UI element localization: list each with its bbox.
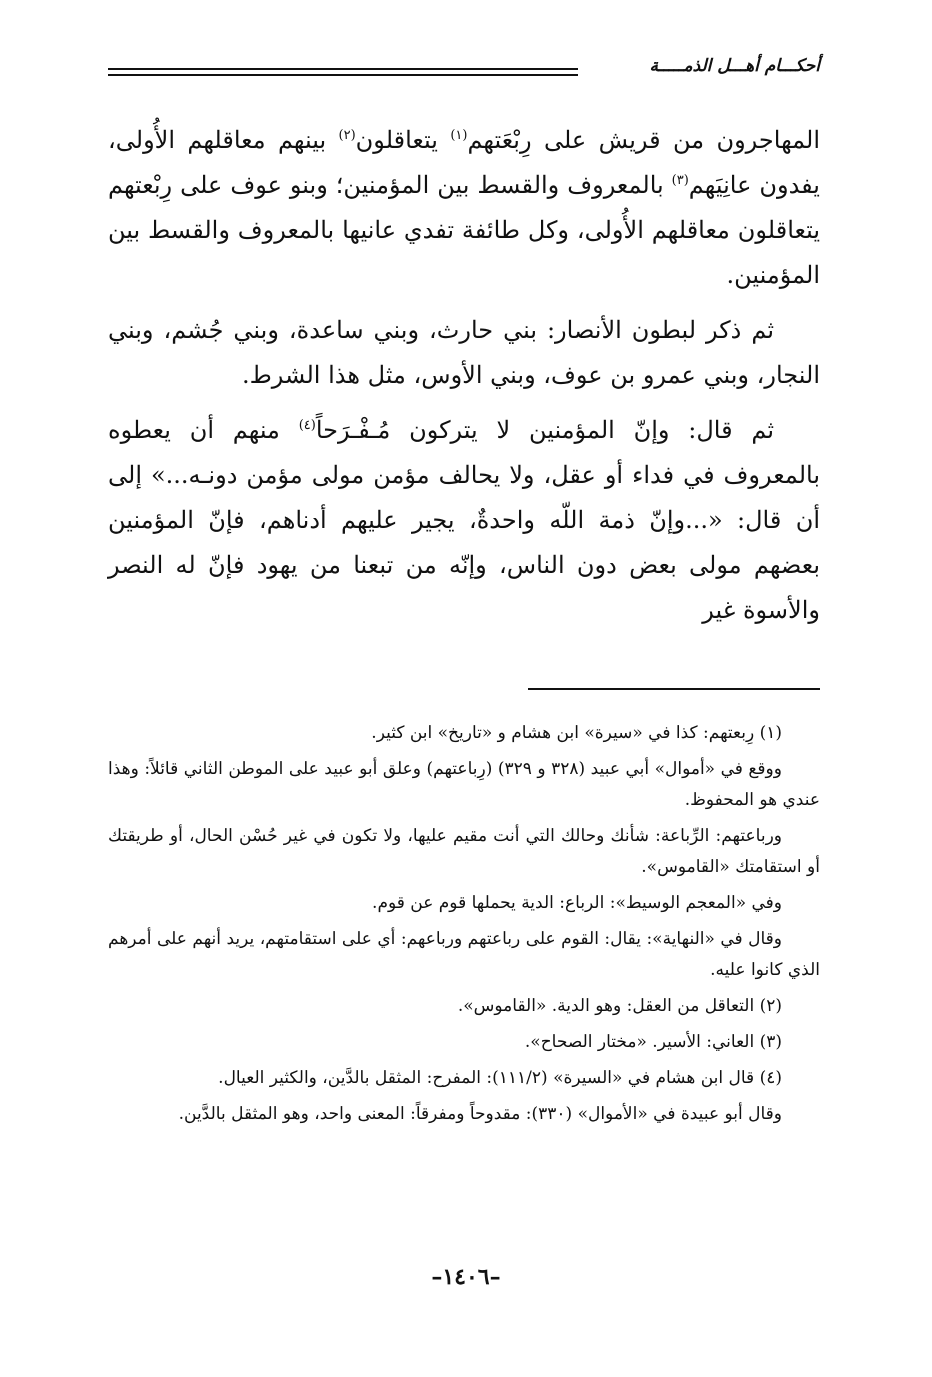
footnote-line: (٤) قال ابن هشام في «السيرة» (١١١/٢): المفرح: المثقل بالدَّين، والكثير العيال. xyxy=(218,1068,782,1088)
footnote-ref-1: (١) xyxy=(450,128,468,143)
paragraph-1-part-b: يتعاقلون xyxy=(355,126,451,154)
page-header xyxy=(108,56,820,84)
footnote-ref-4: (٤) xyxy=(298,418,316,433)
paragraph-1 xyxy=(108,118,820,298)
paragraph-1-part-c: بينهم معاقلهم الأُولى، يفدون عانِيَهم xyxy=(108,126,820,199)
main-text xyxy=(108,118,820,643)
paragraph-2: ثم ذكر لبطون الأنصار: بني حارث، وبني ساعدة، وبني جُشم، وبني النجار، وبني عمرو بن عوف، وبني الأوس، مثل هذا الشرط. xyxy=(108,316,820,389)
footnote-line: (٣) العاني: الأسير. «مختار الصحاح». xyxy=(524,1032,782,1052)
paragraph-3 xyxy=(108,408,820,633)
footnote-ref-3: (٣) xyxy=(671,173,689,188)
header-double-rule xyxy=(108,68,578,80)
footnote-line: وقال في «النهاية»: يقال: القوم على رباعتهم ورباعهم: أي على استقامتهم، يريد أنهم على أمرهم الذي كانوا عليه. xyxy=(108,929,820,980)
page-number: –١٤٠٦– xyxy=(431,1264,501,1290)
footnote-line: ووقع في «أموال» أبي عبيد (٣٢٨ و ٣٢٩) (رِباعتهم) وعلق أبو عبيد على الموطن الثاني قائلاً: وهذا عندي هو المحفوظ. xyxy=(108,759,820,810)
paragraph-3-part-b: منهم أن يعطوه بالمعروف في فداء أو عقل، ولا يحالف مؤمن مولى مؤمن دونـه...» إلى أن قال: «...وإنّ ذمة اللّه واحدةٌ، يجير عليهم أدناهم، فإنّ المؤمنين بعضهم مولى بعض دون الناس، وإنّه من تبعنا من يهود فإنّ له النصر والأسوة غير xyxy=(108,416,820,624)
footnote-separator xyxy=(528,688,820,690)
running-title: أحكـــام أهـــل الذمـــــة xyxy=(649,56,820,76)
footnote-line: (١) رِبعتهم: كذا في «سيرة» ابن هشام و «تاريخ» ابن كثير. xyxy=(371,723,782,743)
footnote-line: ورباعتهم: الرِّباعة: شأنك وحالك التي أنت مقيم عليها، ولا تكون في غير حُسْن الحال، أو طريقتك أو استقامتك «القاموس». xyxy=(108,826,820,877)
paragraph-1-part-d: بالمعروف والقسط بين المؤمنين؛ وبنو عوف على رِبْعتهم يتعاقلون معاقلهم الأُولى، وكل طائفة تفدي عانيها بالمعروف والقسط بين المؤمنين. xyxy=(108,171,821,289)
footnotes xyxy=(108,718,820,1135)
footnote-line: وقال أبو عبيدة في «الأموال» (٣٣٠): مقدوحاً ومفرقاً: المعنى واحد، وهو المثقل بالدَّين. xyxy=(178,1104,782,1124)
footnote-line: وفي «المعجم الوسيط»: الرباع: الدية يحملها قوم عن قوم. xyxy=(372,893,782,913)
paragraph-3-part-a: ثم قال: وإنّ المؤمنين لا يتركون مُـفْـرَحاً xyxy=(315,416,775,444)
paragraph-1-part-a: المهاجرون من قريش على رِبْعَتهم xyxy=(467,126,820,154)
footnote-line: (٢) التعاقل من العقل: وهو الدية. «القاموس». xyxy=(457,996,782,1016)
footnote-ref-2: (٢) xyxy=(338,128,356,143)
